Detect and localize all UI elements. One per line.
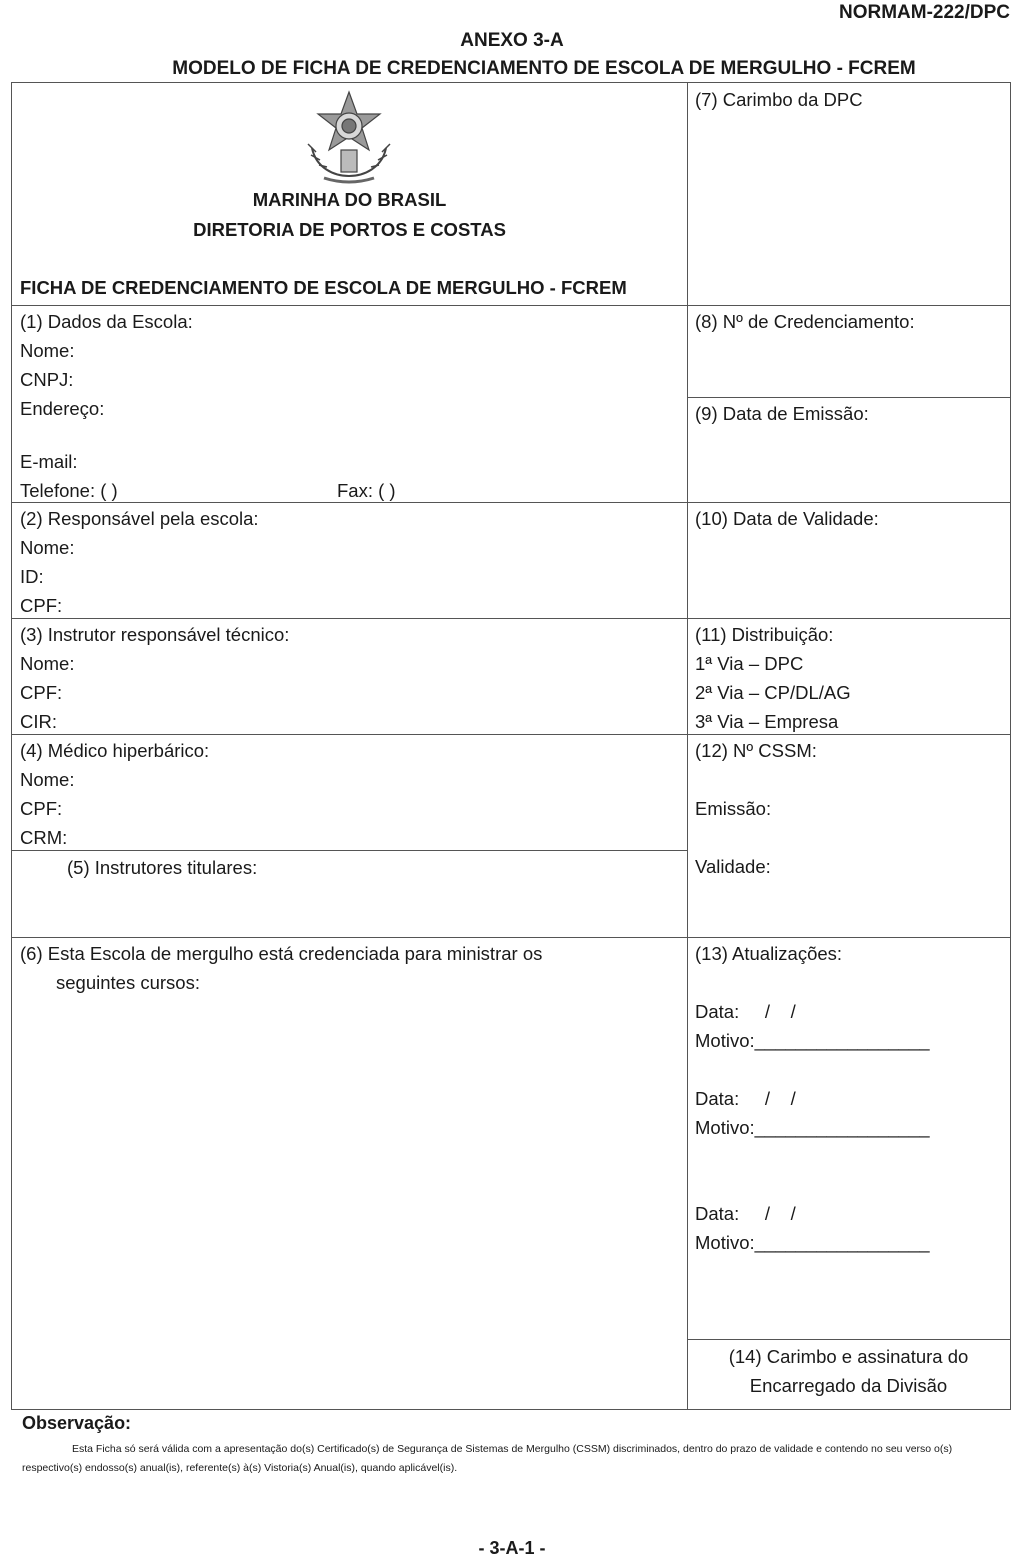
instructor-name-field[interactable]: Nome: <box>20 653 75 674</box>
cssm-validity-field[interactable]: Validade: <box>695 856 771 877</box>
school-phone-field[interactable]: Telefone: ( ) <box>20 480 118 501</box>
row-divider <box>687 1339 1010 1340</box>
update-1-date-field[interactable]: Data: / / <box>695 1001 796 1022</box>
section-10-expiry-date <box>695 504 879 533</box>
section-13-updates <box>695 939 930 1257</box>
section-3-technical-instructor <box>20 620 289 736</box>
section-1-school-data <box>20 307 680 505</box>
section-11-title: (11) Distribuição: <box>695 624 834 645</box>
form-title: FICHA DE CREDENCIAMENTO DE ESCOLA DE MERGULHO - FCREM <box>20 277 627 298</box>
section-6-title-cont: seguintes cursos: <box>56 972 200 993</box>
section-14-signature <box>687 1342 1010 1400</box>
cssm-number-field[interactable]: (12) Nº CSSM: <box>695 740 817 761</box>
distribution-via-3: 3ª Via – Empresa <box>695 711 839 732</box>
school-phone-fax-row <box>20 476 680 505</box>
section-12-cssm <box>695 736 817 881</box>
section-4-hyperbaric-doctor <box>20 736 209 852</box>
org-name: MARINHA DO BRASIL <box>252 189 447 210</box>
section-13-title: (13) Atualizações: <box>695 943 843 964</box>
update-1-reason-field[interactable]: Motivo:_________________ <box>695 1030 930 1051</box>
update-3-date-field[interactable]: Data: / / <box>695 1203 796 1224</box>
responsible-cpf-field[interactable]: CPF: <box>20 595 63 616</box>
credential-number-field[interactable]: (8) Nº de Credenciamento: <box>695 311 915 332</box>
observation-text: Esta Ficha só será válida com a apresentação do(s) Certificado(s) de Segurança de Sistemas de Mergulho (CSSM) discriminados, dentro do prazo de validade e contendo no seu verso o(s) respectivo(s) endosso(s) anual(is), referente(s) à(s) Vistoria(s) Anual(is), quando aplicável(is). <box>22 1443 953 1474</box>
directorate-name: DIRETORIA DE PORTOS E COSTAS <box>193 219 506 240</box>
responsible-name-field[interactable]: Nome: <box>20 537 75 558</box>
section-14-line-2: Encarregado da Divisão <box>749 1375 948 1396</box>
document-reference: NORMAM-222/DPC <box>838 2 1010 23</box>
section-5-instructors <box>67 853 257 882</box>
school-cnpj-field[interactable]: CNPJ: <box>20 369 74 390</box>
section-7-dpc-stamp <box>695 85 863 114</box>
doctor-name-field[interactable]: Nome: <box>20 769 75 790</box>
section-8-credential-number <box>695 307 915 336</box>
org-block <box>12 185 687 245</box>
expiry-date-field[interactable]: (10) Data de Validade: <box>695 508 879 529</box>
form-model-title: MODELO DE FICHA DE CREDENCIAMENTO DE ESCOLA DE MERGULHO - FCREM <box>172 58 916 79</box>
section-4-title: (4) Médico hiperbárico: <box>20 740 210 761</box>
issue-date-field[interactable]: (9) Data de Emissão: <box>695 403 869 424</box>
distribution-via-1: 1ª Via – DPC <box>695 653 804 674</box>
section-11-distribution <box>695 620 851 736</box>
annex-title: ANEXO 3-A <box>460 30 564 51</box>
update-3-reason-field[interactable]: Motivo:_________________ <box>695 1232 930 1253</box>
section-14-line-1: (14) Carimbo e assinatura do <box>728 1346 969 1367</box>
section-7-title: (7) Carimbo da DPC <box>695 89 863 110</box>
page-number: - 3-A-1 - <box>478 1538 546 1558</box>
update-2-reason-field[interactable]: Motivo:_________________ <box>695 1117 930 1138</box>
school-name-field[interactable]: Nome: <box>20 340 75 361</box>
row-divider <box>687 397 1010 398</box>
distribution-via-2: 2ª Via – CP/DL/AG <box>695 682 851 703</box>
row-divider <box>12 305 1010 306</box>
cssm-issue-field[interactable]: Emissão: <box>695 798 772 819</box>
observation-title: Observação: <box>22 1413 132 1433</box>
instructor-cpf-field[interactable]: CPF: <box>20 682 63 703</box>
section-9-issue-date <box>695 399 869 428</box>
school-email-field[interactable]: E-mail: <box>20 451 78 472</box>
school-fax-field[interactable]: Fax: ( ) <box>337 480 396 501</box>
section-5-title[interactable]: (5) Instrutores titulares: <box>67 857 258 878</box>
section-6-title: (6) Esta Escola de mergulho está credenciada para ministrar os <box>20 943 543 964</box>
section-1-title: (1) Dados da Escola: <box>20 311 193 332</box>
row-divider <box>12 937 1010 938</box>
brazil-coat-of-arms-icon <box>294 88 404 188</box>
doctor-crm-field[interactable]: CRM: <box>20 827 68 848</box>
school-address-field[interactable]: Endereço: <box>20 398 105 419</box>
section-6-courses <box>20 939 542 997</box>
doctor-cpf-field[interactable]: CPF: <box>20 798 63 819</box>
instructor-cir-field[interactable]: CIR: <box>20 711 57 732</box>
responsible-id-field[interactable]: ID: <box>20 566 44 587</box>
column-divider <box>687 83 688 1409</box>
section-2-responsible <box>20 504 259 620</box>
update-2-date-field[interactable]: Data: / / <box>695 1088 796 1109</box>
section-2-title: (2) Responsável pela escola: <box>20 508 259 529</box>
credential-form <box>11 82 1011 1410</box>
section-3-title: (3) Instrutor responsável técnico: <box>20 624 290 645</box>
